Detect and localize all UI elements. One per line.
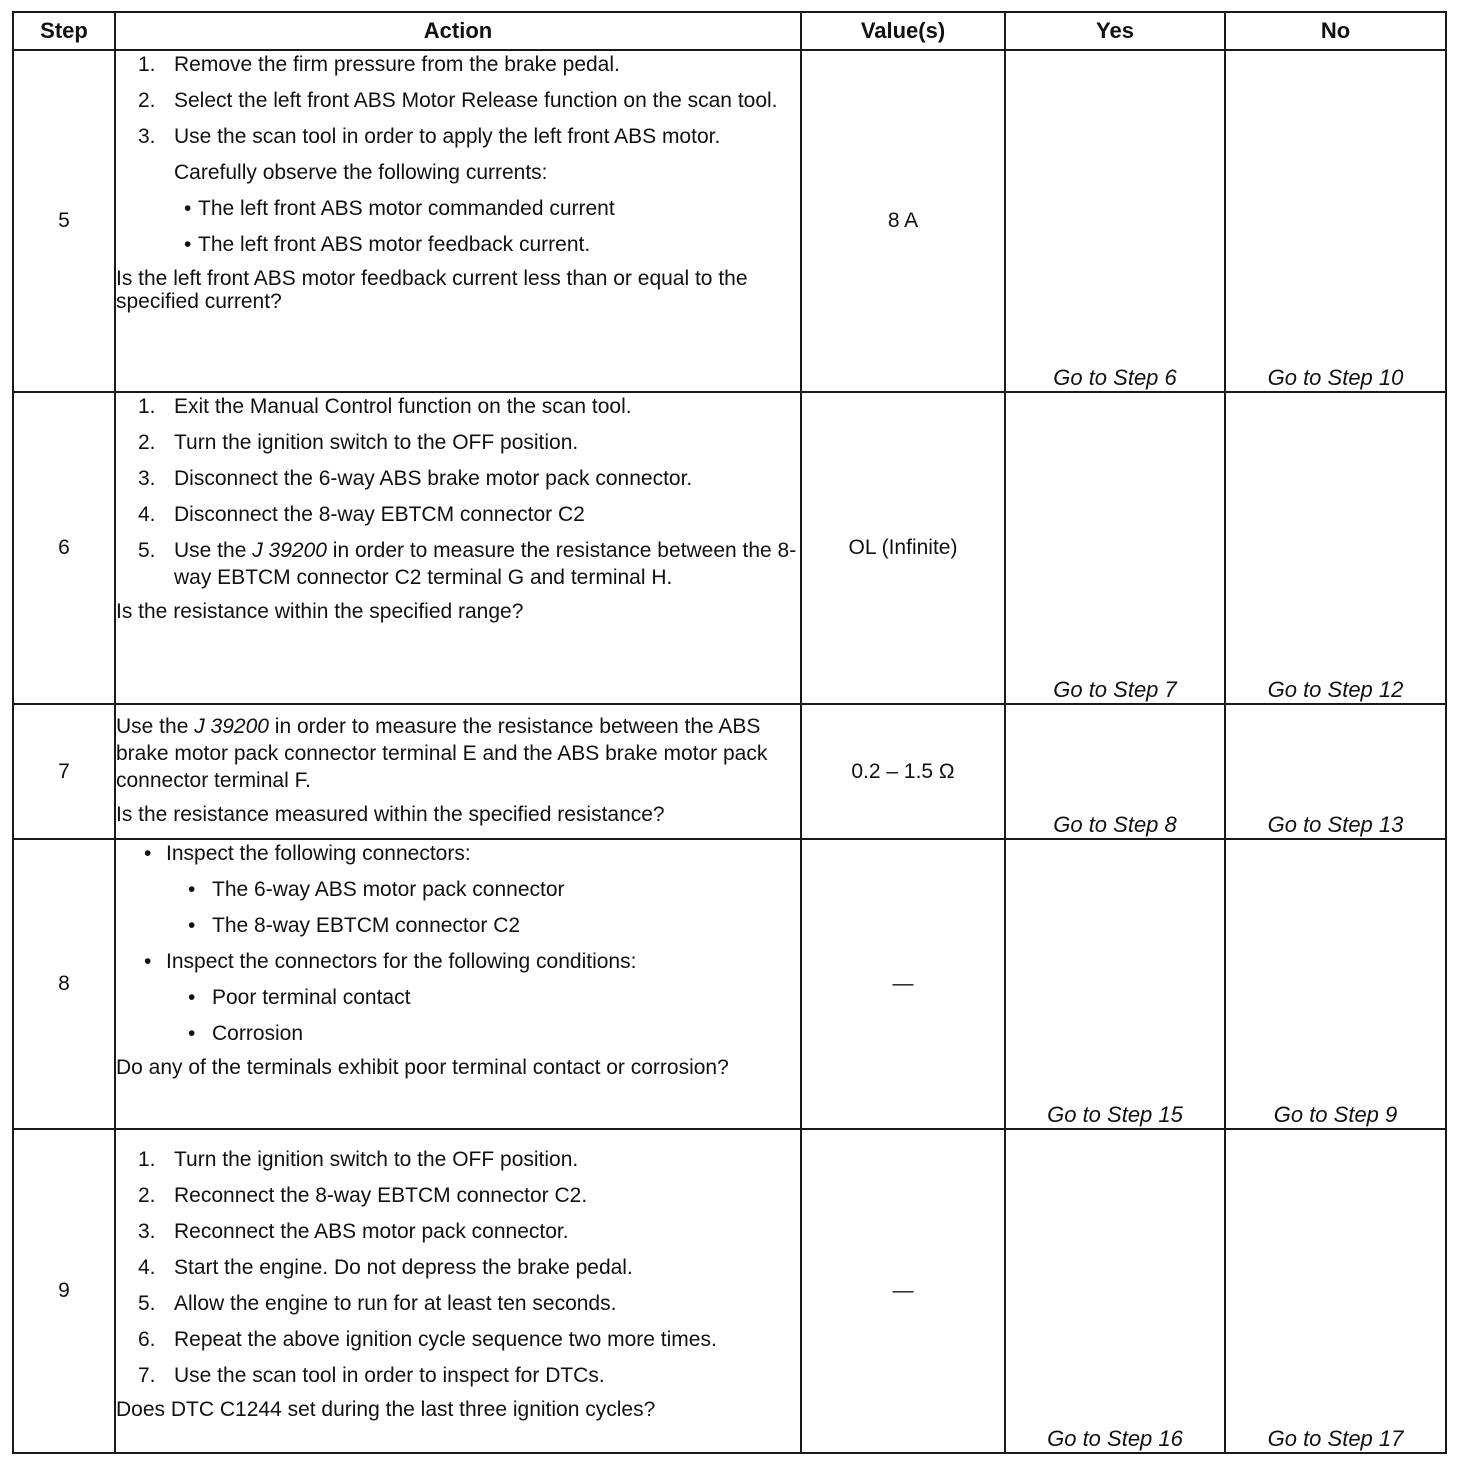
table-row: [13, 392, 1446, 704]
list-item: 4. Disconnect the 8-way EBTCM connector C2: [138, 503, 585, 526]
no-link[interactable]: Go to Step 10: [1225, 50, 1446, 392]
action-cell: [115, 839, 801, 1129]
action-question: Is the resistance measured within the specified resistance?: [116, 803, 665, 826]
list-item: 1. Exit the Manual Control function on the scan tool.: [138, 395, 632, 418]
list-item: 5. Use the J 39200 in order to measure the resistance between the 8-way EBTCM connector C2 terminal G and terminal H.: [138, 539, 797, 589]
diagnostic-table: [12, 11, 1447, 1454]
no-link[interactable]: Go to Step 13: [1225, 704, 1446, 839]
sub-bullet: • Corrosion: [188, 1022, 304, 1045]
list-item: 2. Turn the ignition switch to the OFF position.: [138, 431, 579, 454]
action-cell: [115, 50, 801, 392]
step-number: 6: [13, 392, 115, 704]
action-cell: [115, 392, 801, 704]
action-question: Does DTC C1244 set during the last three ignition cycles?: [116, 1398, 656, 1421]
header-values: Value(s): [801, 12, 1005, 50]
header-row: [13, 12, 1446, 50]
header-action: Action: [115, 12, 801, 50]
yes-link[interactable]: Go to Step 16: [1005, 1129, 1225, 1453]
list-item: 2. Select the left front ABS Motor Release function on the scan tool.: [138, 89, 778, 112]
yes-link[interactable]: Go to Step 6: [1005, 50, 1225, 392]
tool-name: J 39200: [252, 539, 327, 562]
action-note: Carefully observe the following currents:: [174, 161, 548, 184]
list-item: 7. Use the scan tool in order to inspect for DTCs.: [138, 1364, 605, 1387]
value-cell: —: [801, 839, 1005, 1129]
value-cell: —: [801, 1129, 1005, 1453]
action-text: Use the J 39200 in order to measure the resistance between the ABS brake motor pack connector terminal E and the ABS brake motor pack connector terminal F.: [116, 715, 768, 792]
value-cell: 8 A: [801, 50, 1005, 392]
no-link[interactable]: Go to Step 12: [1225, 392, 1446, 704]
table-row: [13, 839, 1446, 1129]
list-item: 1. Remove the firm pressure from the brake pedal.: [138, 53, 620, 76]
value-cell: 0.2 – 1.5 Ω: [801, 704, 1005, 839]
action-question: Is the resistance within the specified range?: [116, 600, 524, 623]
table-row: [13, 1129, 1446, 1453]
sub-bullet: • Poor terminal contact: [188, 986, 411, 1009]
sub-bullet: • The 8-way EBTCM connector C2: [188, 914, 521, 937]
step-number: 9: [13, 1129, 115, 1453]
table-row: [13, 50, 1446, 392]
sub-bullet: • The 6-way ABS motor pack connector: [188, 878, 565, 901]
header-step: Step: [13, 12, 115, 50]
bullet-item: • Inspect the following connectors:: [144, 842, 471, 865]
list-item: 6. Repeat the above ignition cycle sequence two more times.: [138, 1328, 717, 1351]
header-no: No: [1225, 12, 1446, 50]
no-link[interactable]: Go to Step 9: [1225, 839, 1446, 1129]
step-number: 8: [13, 839, 115, 1129]
action-question: Do any of the terminals exhibit poor terminal contact or corrosion?: [116, 1056, 729, 1079]
sub-bullet: • The left front ABS motor feedback current.: [184, 233, 591, 256]
no-link[interactable]: Go to Step 17: [1225, 1129, 1446, 1453]
sub-bullet: • The left front ABS motor commanded current: [184, 197, 615, 220]
yes-link[interactable]: Go to Step 8: [1005, 704, 1225, 839]
list-item: 3. Reconnect the ABS motor pack connector.: [138, 1220, 569, 1243]
action-cell: [115, 1129, 801, 1453]
tool-name: J 39200: [194, 715, 269, 738]
list-item: 3. Disconnect the 6-way ABS brake motor pack connector.: [138, 467, 693, 490]
yes-link[interactable]: Go to Step 15: [1005, 839, 1225, 1129]
list-item: 1. Turn the ignition switch to the OFF position.: [138, 1148, 579, 1171]
bullet-item: • Inspect the connectors for the following conditions:: [144, 950, 637, 973]
header-yes: Yes: [1005, 12, 1225, 50]
list-item: 5. Allow the engine to run for at least ten seconds.: [138, 1292, 617, 1315]
action-question: Is the left front ABS motor feedback current less than or equal to the specified current?: [116, 267, 748, 313]
list-item: 4. Start the engine. Do not depress the brake pedal.: [138, 1256, 633, 1279]
list-item: 3. Use the scan tool in order to apply the left front ABS motor.: [138, 125, 721, 148]
yes-link[interactable]: Go to Step 7: [1005, 392, 1225, 704]
value-cell: OL (Infinite): [801, 392, 1005, 704]
step-number: 7: [13, 704, 115, 839]
action-cell: [115, 704, 801, 839]
step-number: 5: [13, 50, 115, 392]
list-item: 2. Reconnect the 8-way EBTCM connector C2.: [138, 1184, 588, 1207]
table-row: [13, 704, 1446, 839]
